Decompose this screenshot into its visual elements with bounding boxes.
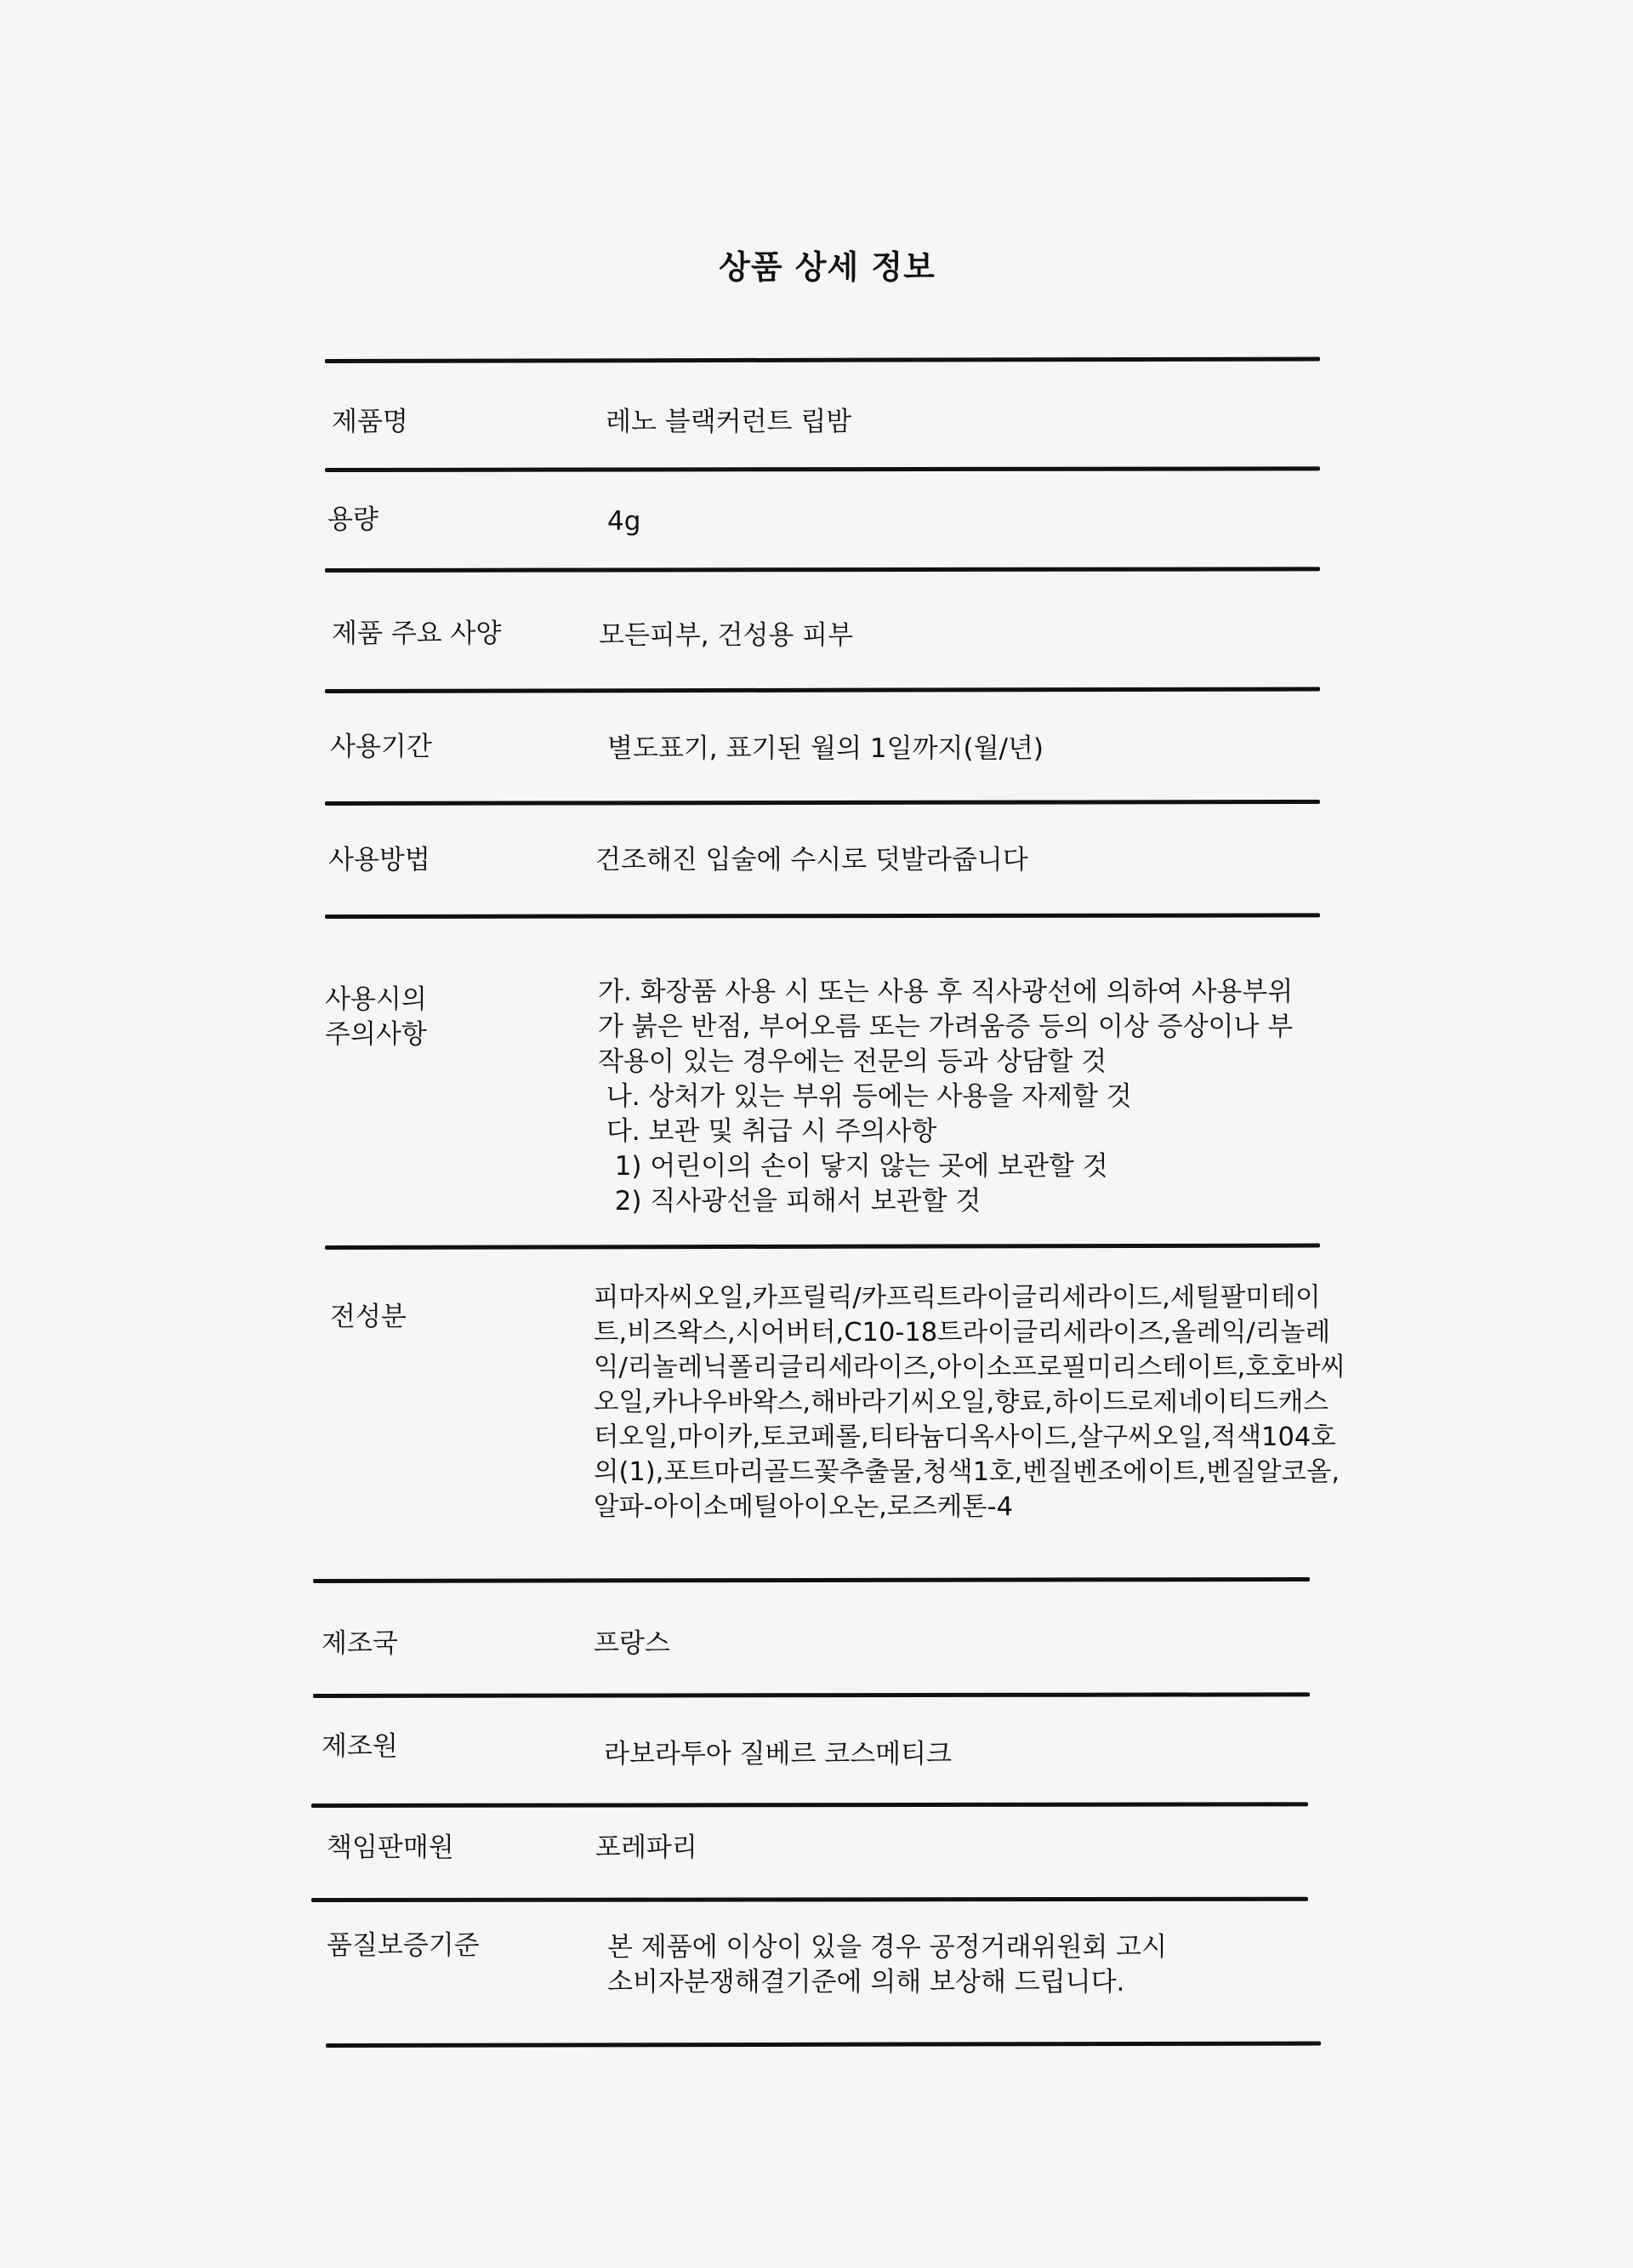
- divider: [325, 913, 1320, 919]
- row-label-specification: 제품 주요 사양: [332, 618, 502, 649]
- divider-top: [325, 357, 1320, 363]
- divider: [325, 687, 1320, 693]
- row-label-manufacturer: 제조원: [321, 1731, 398, 1762]
- row-value-usage-method: 건조해진 입술에 수시로 덧발라줍니다: [595, 845, 1028, 875]
- row-value-usage-period: 별도표기, 표기된 월의 1일까지(월/년): [607, 733, 1044, 764]
- row-label-quality-assurance: 품질보증기준: [327, 1930, 480, 1961]
- divider: [325, 1244, 1320, 1250]
- row-label-precautions: 사용시의 주의사항: [325, 984, 427, 1050]
- row-label-country: 제조국: [321, 1628, 398, 1659]
- row-label-volume: 용량: [327, 504, 378, 535]
- divider: [325, 567, 1320, 573]
- row-value-ingredients: 피마자씨오일,카프릴릭/카프릭트라이글리세라이드,세틸팔미테이 트,비즈왁스,시어버터,C10-18트라이글리세라이즈,올레익/리놀레 익/리놀레닉폴리글리세라이즈,아이소프로필미리스테이트,호호바씨 오일,카나우바왁스,해바라기씨오일,향료,하이드로제네이티드캐스 터오일,마이카,토코페롤,티타늄디옥사이드,살구씨오일,적색104호 의(1),포트마리골드꽃추출물,청색1호,벤질벤조에이트,벤질알코올, 알파-아이소메틸아이오논,로즈케톤-4: [594, 1283, 1346, 1522]
- row-value-product-name: 레노 블랙커런트 립밤: [606, 407, 852, 437]
- row-value-country: 프랑스: [594, 1628, 670, 1659]
- row-value-specification: 모든피부, 건성용 피부: [599, 620, 854, 651]
- divider: [313, 1692, 1310, 1698]
- divider: [313, 1577, 1310, 1583]
- row-value-volume: 4g: [607, 506, 641, 537]
- row-value-precautions: 가. 화장품 사용 시 또는 사용 후 직사광선에 의하여 사용부위 가 붉은 반점, 부어오름 또는 가려움증 등의 이상 증상이나 부 작용이 있는 경우에는 전문의 등과 상담할 것 나. 상처가 있는 부위 등에는 사용을 자제할 것 다. 보관 및 취급 시 주의사항 1) 어린이의 손이 닿지 않는 곳에 보관할 것 2) 직사광선을 피해서 보관할 것: [598, 977, 1294, 1217]
- divider-bottom: [326, 2042, 1321, 2048]
- page-title: 상품 상세 정보: [719, 248, 936, 286]
- row-label-product-name: 제품명: [332, 407, 408, 437]
- divider: [325, 466, 1320, 472]
- row-label-ingredients: 전성분: [330, 1302, 407, 1332]
- row-label-usage-method: 사용방법: [328, 845, 430, 875]
- row-label-usage-period: 사용기간: [330, 732, 432, 762]
- row-value-quality-assurance: 본 제품에 이상이 있을 경우 공정거래위원회 고시 소비자분쟁해결기준에 의해 보상해 드립니다.: [607, 1932, 1168, 1997]
- row-value-manufacturer: 라보라투아 질베르 코스메티크: [604, 1739, 953, 1769]
- divider: [311, 1897, 1308, 1902]
- row-value-distributor: 포레파리: [595, 1832, 697, 1863]
- divider: [311, 1802, 1308, 1808]
- row-label-distributor: 책임판매원: [327, 1832, 454, 1863]
- divider: [325, 800, 1320, 806]
